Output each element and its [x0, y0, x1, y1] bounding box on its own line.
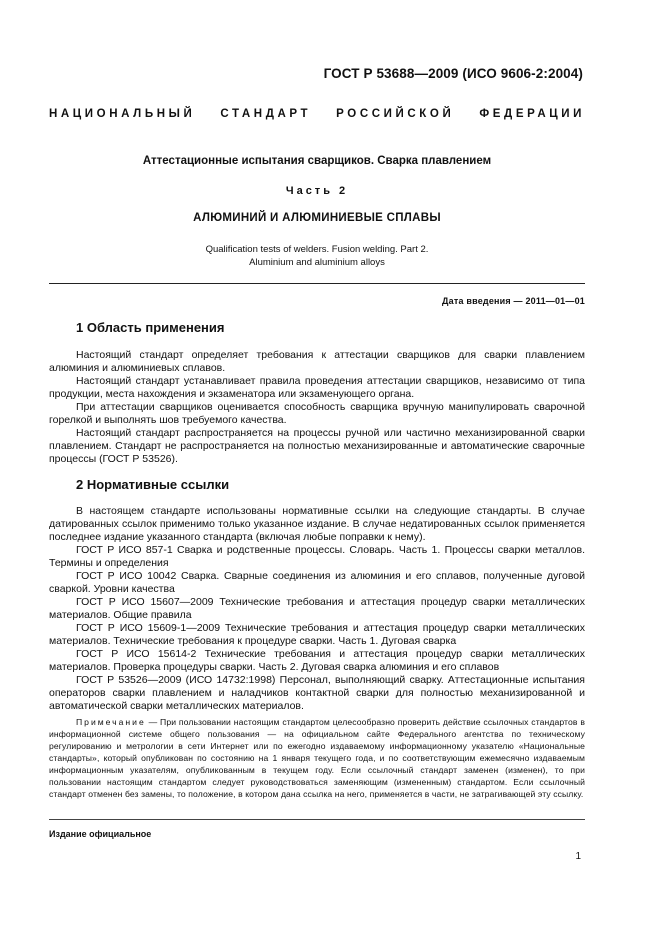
reference-item: ГОСТ Р ИСО 857-1 Сварка и родственные процессы. Словарь. Часть 1. Процессы сварки металлов. Термины и определения — [49, 544, 585, 569]
english-title — [49, 243, 585, 269]
paragraph: В настоящем стандарте использованы нормативные ссылки на следующие стандарты. В случае датированных ссылок применимо только указанное издание. В случае недатированных ссылок применяется последнее издание указанного стандарта (включая любые поправки к нему). — [49, 505, 585, 543]
paragraph: Настоящий стандарт распространяется на процессы ручной или частично механизированной сварки плавлением. Стандарт не распространяется на полностью механизированные и автоматические сварочные процессы (ГОСТ Р 53526). — [49, 427, 585, 465]
reference-item: ГОСТ Р ИСО 10042 Сварка. Сварные соединения из алюминия и его сплавов, полученные дуговой сваркой. Уровни качества — [49, 570, 585, 595]
effective-date: Дата введения — 2011—01—01 — [442, 296, 585, 306]
section-heading-scope: 1 Область применения — [76, 320, 225, 335]
reference-item: ГОСТ Р ИСО 15609-1—2009 Технические требования и аттестация процедур сварки металлических материалов. Технические требования к процедуре сварки. Часть 1. Дуговая сварка — [49, 622, 585, 647]
note-block — [49, 716, 585, 800]
paragraph: При аттестации сварщиков оценивается способность сварщика вручную манипулировать сварочной горелкой и выполнять шов требуемого качества. — [49, 401, 585, 426]
section-heading-references: 2 Нормативные ссылки — [76, 477, 230, 492]
english-title-line1: Qualification tests of welders. Fusion welding. Part 2. — [205, 244, 429, 255]
reference-item: ГОСТ Р ИСО 15607—2009 Технические требования и аттестация процедур сварки металлических материалов. Общие правила — [49, 596, 585, 621]
part-title: АЛЮМИНИЙ И АЛЮМИНИЕВЫЕ СПЛАВЫ — [193, 212, 441, 224]
document-title: Аттестационные испытания сварщиков. Сварка плавлением — [142, 155, 492, 167]
paragraph: Настоящий стандарт определяет требования к аттестации сварщиков для сварки плавлением алюминия и алюминиевых сплавов. — [49, 349, 585, 374]
title-divider — [49, 283, 585, 284]
reference-item: ГОСТ Р 53526—2009 (ИСО 14732:1998) Персонал, выполняющий сварку. Аттестационные испытания операторов сварки плавлением и наладчиков контактной сварки для полностью механизированной и автоматической сварки металлических материалов. — [49, 674, 585, 712]
note-label: Примечание — [76, 717, 146, 727]
page-number: 1 — [575, 851, 581, 862]
standard-code: ГОСТ Р 53688—2009 (ИСО 9606-2:2004) — [323, 66, 583, 81]
official-edition-label: Издание официальное — [49, 829, 152, 839]
section-references-body — [49, 505, 585, 713]
part-label: Часть 2 — [285, 185, 349, 197]
english-title-line2: Aluminium and aluminium alloys — [249, 257, 385, 268]
paragraph: Настоящий стандарт устанавливает правила проведения аттестации сварщиков, независимо от типа продукции, места нахождения и экзаменатора или экзаменующего органа. — [49, 375, 585, 400]
note-text: — При пользовании настоящим стандартом целесообразно проверить действие ссылочных стандартов в информационной системе общего пользования — на официальном сайте Федерального агентства по техническому регулированию и метрологии в сети Интернет или по ежегодно издаваемому информационному указателю «Национальные стандарты», который опубликован по состоянию на 1 января текущего года, и по соответствующим ежемесячно издаваемым информационным указателям, опубликованным в текущем году. Если ссылочный стандарт заменен (изменен), то при пользовании настоящим стандартом следует руководствоваться заменяющим (измененным) стандартом. Если ссылочный стандарт отменен без замены, то положение, в котором дана ссылка на него, применяется в части, не затрагивающей эту ссылку. — [49, 717, 585, 799]
national-standard-banner: НАЦИОНАЛЬНЫЙ СТАНДАРТ РОССИЙСКОЙ ФЕДЕРАЦИИ — [49, 108, 585, 120]
section-scope-body — [49, 349, 585, 466]
reference-item: ГОСТ Р ИСО 15614-2 Технические требования и аттестация процедур сварки металлических материалов. Проверка процедуры сварки. Часть 2. Дуговая сварка алюминия и его сплавов — [49, 648, 585, 673]
footer-divider — [49, 819, 585, 820]
